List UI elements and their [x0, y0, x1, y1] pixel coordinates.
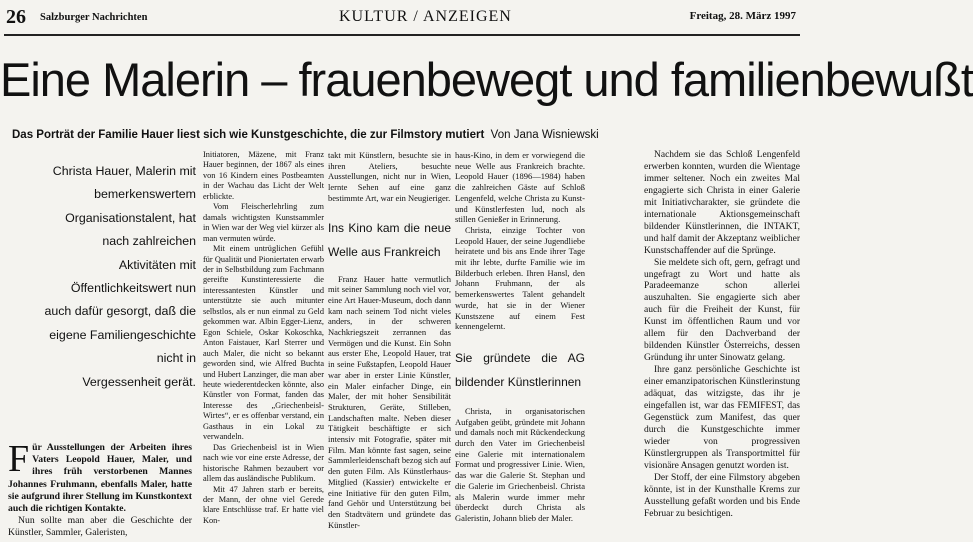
column-5-paragraph: Der Stoff, der eine Filmstory abgeben könnte, ist in der Kunsthalle Krems zur Ausstellung gefaßt worden und bis Ende Februar zu besichtigen.	[644, 472, 800, 519]
column-2-paragraph: Das Griechenbeisl ist in Wien nach wie vor eine erste Adresse, der historische Rahmen bezaubert vor allem das ausländische Publikum.	[203, 442, 324, 484]
headline: Eine Malerin – frauenbewegt und familienbewußt	[0, 53, 973, 106]
subheadline	[12, 129, 802, 141]
lead-line: nach zahlreichen	[102, 234, 196, 249]
column-5	[644, 150, 800, 521]
column-5-paragraph: Ihre ganz persönliche Geschichte ist einer emanzipatorischen Künstlerinstung adäquat, das witzigste, das ihr je eingefallen ist, war das FEMIFEST, das Gegenstück zum Manifest, das quer durch die Kunstgeschichte immer wieder von progressiven Künstlergruppen als Transportmittel für visionäre Ansagen genutzt worden ist.	[644, 365, 800, 471]
lead-line: Öffentlichkeitswert nun	[70, 281, 196, 296]
column-2-paragraph: Mit einem untrüglichen Gefühl für Qualität und Pioniertaten erwarb der in Selbstbildung zum Fachmann gereifte Kunstinteressierte die interessantesten Künstler und unterstützte sie auch mitunter selbstlos, als er nun einmal zu Geld gekommen war. Albin Egger-Lienz, Egon Schiele, Oskar Kokoschka, Anton Faistauer, Karl Sterrer und auch Maler, die nicht so bekannt geworden sind, wie Alfred Buchta und Hubert Lanzinger, die man aber heute wiederentdecken könnte, also Künstler von Format, fanden das Interesse des „Griechenbeisl-Wirtes“, er es offenbar verstand, ein Gasthaus in ein Lokal zu verwandeln.	[203, 244, 324, 442]
column-3	[328, 150, 451, 530]
column-4-paragraph: Christa, in organisatorischen Aufgaben geübt, gründete mit Johann und damals noch mit Rückendeckung durch den Vater im Griechenbeisl eine Galerie mit internationalem Format und progressiver Linie. Wien, das war die Galerie St. Stephan und die Galerie im Griechenbeisl. Christa als Malerin wurde immer mehr überdeckt durch Christa als Galeristin, Johann blieb der Maler.	[455, 405, 585, 523]
column-1-paragraph: Nun sollte man aber die Geschichte der Künstler, Sammler, Galeristen,	[8, 515, 192, 539]
drop-cap: F	[8, 438, 30, 480]
lead-line: eigene Familiengeschichte	[49, 327, 196, 342]
column-2	[203, 150, 324, 526]
column-5-paragraph: Nachdem sie das Schloß Lengenfeld erwerben konnten, wurden die Wientage immer seltener. Noch ein zweites Mal engagierte sich Christa in einer Galerie mit Initiativcharakter, sie gründete die internationale Aktionsgemeinschaft bildender Künstlerinnen, die INTAKT, und half damit der Akzeptanz weiblicher Kunstschaffender auf die Sprünge.	[644, 150, 800, 256]
lead-line: Vergessenheit gerät.	[82, 374, 196, 389]
column-3-paragraph: takt mit Künstlern, besuchte sie in ihren Ateliers, besuchte Ausstellungen, nicht nur in Wien, lernte Sehen auf eine ganz bestimmte Art, war ein Neugieriger.	[328, 150, 451, 203]
column-3-subheading: Ins Kino kam die neue Welle aus Frankreich	[328, 220, 451, 259]
column-3-paragraph: Franz Hauer hatte vermutlich mit seiner Sammlung noch viel vor, eine Art Hauer-Museum, doch dann kam nach seinem Tod nicht vieles anders, in der schweren Nachkriegszeit zerrannen das Vermögen und die Kunst. Ein Sohn aus erster Ehe, Leopold Hauer, trat in seine Fußstapfen, Leopold Hauer war aber in erster Linie Künstler, ein Maler einfacher Dinge, ein Maler, der mit hoher Sensibilität Strukturen, Geräte, Stilleben, Landschaften malte. Neben dieser Tätigkeit beschäftigte er sich intensiv mit Fotografie, später mit Film. Man könnte fast sagen, seine Sammlerleidenschaft bezog sich auf den guten Film. Als Künstlerhaus-Mitglied (Kassier) entwickelte er eine Initiative für den guten Film, fand Gehör und Unterstützung bei den Stadtvätern und gründete das Künstler-	[328, 273, 451, 530]
byline: Von Jana Wisniewski	[490, 129, 599, 141]
column-4-paragraph: haus-Kino, in dem er vorwiegend die neue Welle aus Frankreich brachte. Leopold Hauer (1896—1984) haben die zahlreichen Gäste auf Schloß Lengenfeld, welche Christa zu Kunst- und Künstlerfesten lud, noch als stillen Genießer in Erinnerung.	[455, 150, 585, 225]
column-4	[455, 150, 585, 524]
column-2-paragraph: Initiatoren, Mäzene, mit Franz Hauer beginnen, der 1867 als eines von 16 Kindern eines Postbeamten in der Wachau das Licht der Welt erblickte.	[203, 150, 324, 201]
page-number: 26	[6, 6, 26, 28]
lead-line: Aktivitäten mit	[118, 257, 196, 272]
column-4-paragraph: Christa, einzige Tochter von Leopold Hauer, der seine Jugendliebe heiratete und bis ans Ende ihrer Tage mit ihr lebte, durfte Familie wie im Bilderbuch erleben. Ihren Hansl, den Johann Fruhmann, der als bemerkenswertes Talent gehandelt wurde, hat sie in der Wiener Kunstszene auf einem Fest kennengelernt.	[455, 224, 585, 332]
column-1-paragraph: ür Ausstellungen der Arbeiten ihres Vaters Leopold Hauer, Maler, und ihres früh verstorbenen Mannes Johannes Fruhmann, ebenfalls Maler, hatte sie aufgrund ihrer Stellung im Kunstkontext auch die richtigen Kontakte.	[8, 442, 192, 515]
lead-line: Christa Hauer, Malerin mit	[52, 164, 196, 178]
subheadline-text: Das Porträt der Familie Hauer liest sich wie Kunstgeschichte, die zur Filmstory mutiert	[12, 129, 485, 141]
lead-line: auch dafür gesorgt, daß die	[44, 304, 196, 319]
section-name: KULTUR / ANZEIGEN	[339, 8, 512, 25]
issue-date: Freitag, 28. März 1997	[689, 10, 796, 22]
column-2-paragraph: Mit 47 Jahren starb er bereits, der Mann, der ohne viel Gerede klare Entschlüsse traf. Er hatte viel Kon-	[203, 484, 324, 525]
masthead-rule	[4, 34, 800, 36]
lead-paragraph	[14, 160, 196, 394]
column-4-subheading: Sie gründete die AG bildender Künstlerinnen	[455, 350, 585, 389]
newspaper-name: Salzburger Nachrichten	[40, 12, 148, 23]
lead-line: bemerkenswertem	[94, 187, 196, 202]
column-1	[8, 438, 192, 540]
lead-line: Organisationstalent, hat	[65, 210, 196, 225]
lead-line: nicht in	[156, 351, 196, 366]
masthead	[4, 0, 800, 38]
column-2-paragraph: Vom Fleischerlehrling zum damals wichtigsten Kunstsammler in Wien war der Weg viel kürzer als man vermuten würde.	[203, 202, 324, 243]
column-5-paragraph: Sie meldete sich oft, gern, gefragt und ungefragt zu Wort und hatte als Paradeemanze schon allerlei auszuhalten. Sie engagierte sich aber auch für die Freiheit der Kunst, für Kunst im öffentlichen Raum und vor allem für den Dachverband der bildenden Künstler Österreichs, dessen Gründung ihr unter Sinowatz gelang.	[644, 257, 800, 364]
